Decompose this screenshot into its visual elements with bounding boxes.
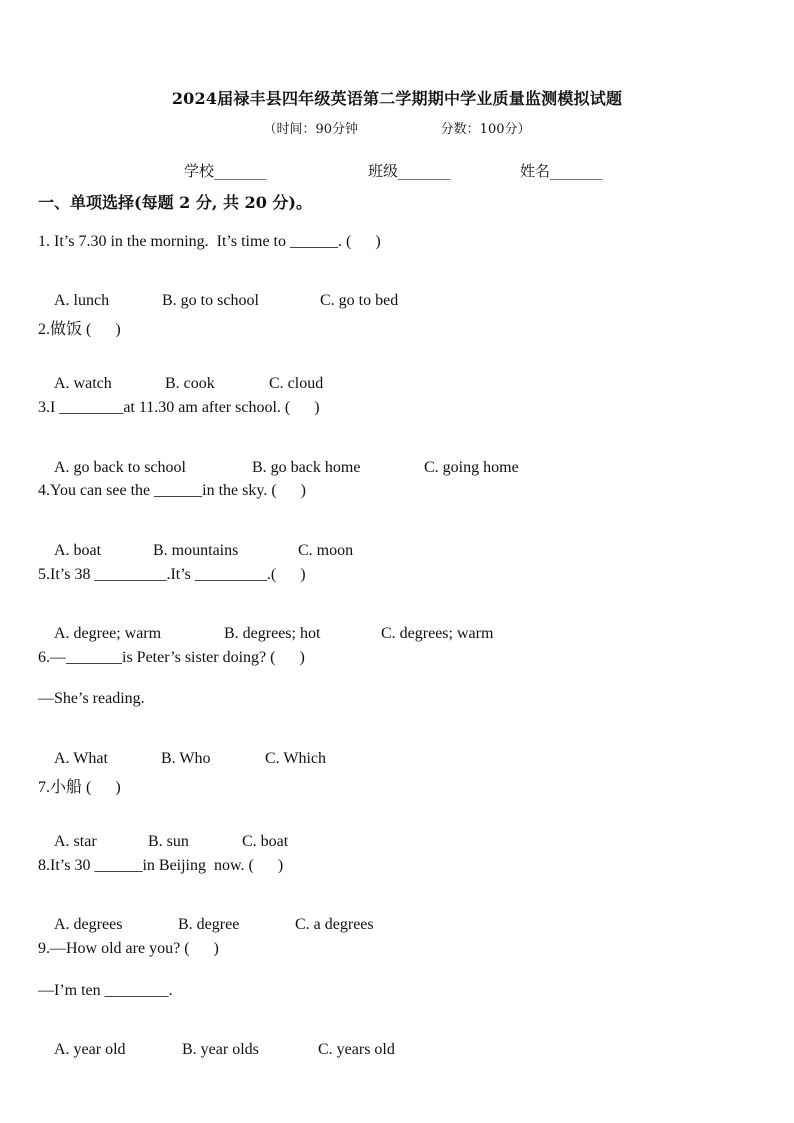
option-c[interactable]: C. degrees; warm [381,625,494,642]
option-a[interactable]: A. star [54,833,97,850]
option-a[interactable]: A. boat [54,542,102,559]
option-c[interactable]: C. years old [318,1041,395,1058]
option-c[interactable]: C. moon [298,542,354,559]
exam-time-score: （时间：90分钟 分数：100分） [263,122,531,137]
question-dialogue-line: —I’m ten ________. [38,982,173,999]
question-dialogue-line: —She’s reading. [38,690,145,707]
option-b[interactable]: B. year olds [182,1041,259,1058]
option-c[interactable]: C. boat [242,833,289,850]
option-a[interactable]: A. lunch [54,292,110,309]
option-c[interactable]: C. going home [424,459,519,476]
option-a[interactable]: A. degrees [54,916,123,933]
option-a[interactable]: A. What [54,750,108,767]
option-a[interactable]: A. watch [54,375,112,392]
question-options [38,1023,395,1077]
option-b[interactable]: B. degree [178,916,240,933]
option-a[interactable]: A. go back to school [54,459,186,476]
question-stem: 1. It’s 7.30 in the morning. It’s time to ______. ( ) [38,233,381,250]
option-c[interactable]: C. a degrees [295,916,374,933]
option-c[interactable]: C. Which [265,750,327,767]
option-b[interactable]: B. Who [161,750,211,767]
question-stem: 8.It’s 30 ______in Beijing now. ( ) [38,857,284,874]
option-a[interactable]: A. year old [54,1041,126,1058]
question-stem: 6.—_______is Peter’s sister doing? ( ) [38,649,305,666]
option-a[interactable]: A. degree; warm [54,625,162,642]
option-b[interactable]: B. cook [165,375,215,392]
option-b[interactable]: B. mountains [153,542,239,559]
option-c[interactable]: C. go to bed [320,292,399,309]
option-c[interactable]: C. cloud [269,375,324,392]
option-b[interactable]: B. go to school [162,292,259,309]
class-field[interactable]: 班级_______ [368,162,451,180]
question-stem: 5.It’s 38 _________.It’s _________.( ) [38,566,306,583]
option-b[interactable]: B. degrees; hot [224,625,321,642]
school-field[interactable]: 学校_______ [184,162,267,180]
section-title: 一、单项选择(每题 2 分, 共 20 分)。 [38,193,312,212]
option-b[interactable]: B. sun [148,833,189,850]
question-stem: 2.做饭 ( ) [38,321,121,338]
page-title: 2024届禄丰县四年级英语第二学期期中学业质量监测模拟试题 [171,89,623,108]
option-b[interactable]: B. go back home [252,459,361,476]
name-field[interactable]: 姓名_______ [520,162,603,180]
question-stem: 9.—How old are you? ( ) [38,940,219,957]
question-stem: 4.You can see the ______in the sky. ( ) [38,482,306,499]
question-stem: 3.I ________at 11.30 am after school. ( ) [38,399,320,416]
question-stem: 7.小船 ( ) [38,779,121,796]
